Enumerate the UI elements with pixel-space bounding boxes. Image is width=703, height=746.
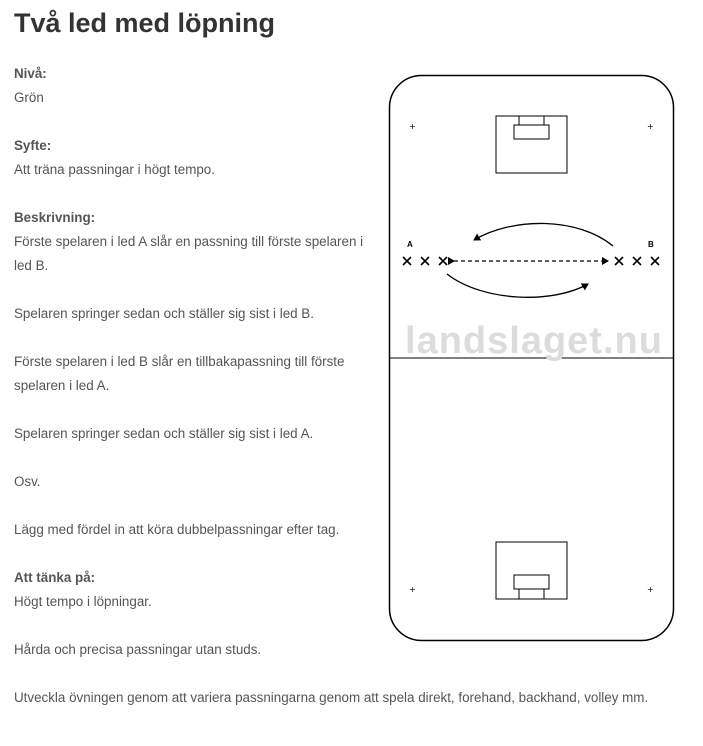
description-section xyxy=(14,206,374,278)
level-section xyxy=(14,62,374,110)
exercise-text xyxy=(14,62,374,686)
svg-text:+: + xyxy=(409,585,416,594)
paragraph: Spelaren springer sedan och ställer sig sist i led A. xyxy=(14,426,314,441)
think-label: Att tänka på: xyxy=(14,570,96,585)
bottom-paragraph: Utveckla övningen genom att variera passningarna genom att spela direkt, forehand, backhand, volley mm. xyxy=(14,690,649,705)
rink-diagram xyxy=(388,74,675,642)
level-label: Nivå: xyxy=(14,66,47,81)
watermark: landslaget.nu xyxy=(405,320,663,362)
think-value: Högt tempo i löpningar. xyxy=(14,594,152,609)
line-b-label: B xyxy=(648,240,654,249)
line-a-label: A xyxy=(407,240,413,249)
svg-text:+: + xyxy=(647,585,654,594)
purpose-value: Att träna passningar i högt tempo. xyxy=(14,162,215,177)
purpose-section xyxy=(14,134,374,182)
paragraph: Förste spelaren i led B slår en tillbakapassning till förste spelaren i led A. xyxy=(14,354,345,393)
paragraph: Spelaren springer sedan och ställer sig sist i led B. xyxy=(14,306,314,321)
svg-text:+: + xyxy=(647,122,654,131)
description-value: Förste spelaren i led A slår en passning till förste spelaren i led B. xyxy=(14,234,364,273)
paragraph: Osv. xyxy=(14,474,41,489)
level-value: Grön xyxy=(14,90,44,105)
paragraph: Hårda och precisa passningar utan studs. xyxy=(14,642,262,657)
svg-text:+: + xyxy=(409,122,416,131)
purpose-label: Syfte: xyxy=(14,138,52,153)
paragraph: Lägg med fördel in att köra dubbelpassningar efter tag. xyxy=(14,522,340,537)
description-label: Beskrivning: xyxy=(14,210,96,225)
page-title: Två led med löpning xyxy=(14,8,276,38)
think-section xyxy=(14,566,374,614)
